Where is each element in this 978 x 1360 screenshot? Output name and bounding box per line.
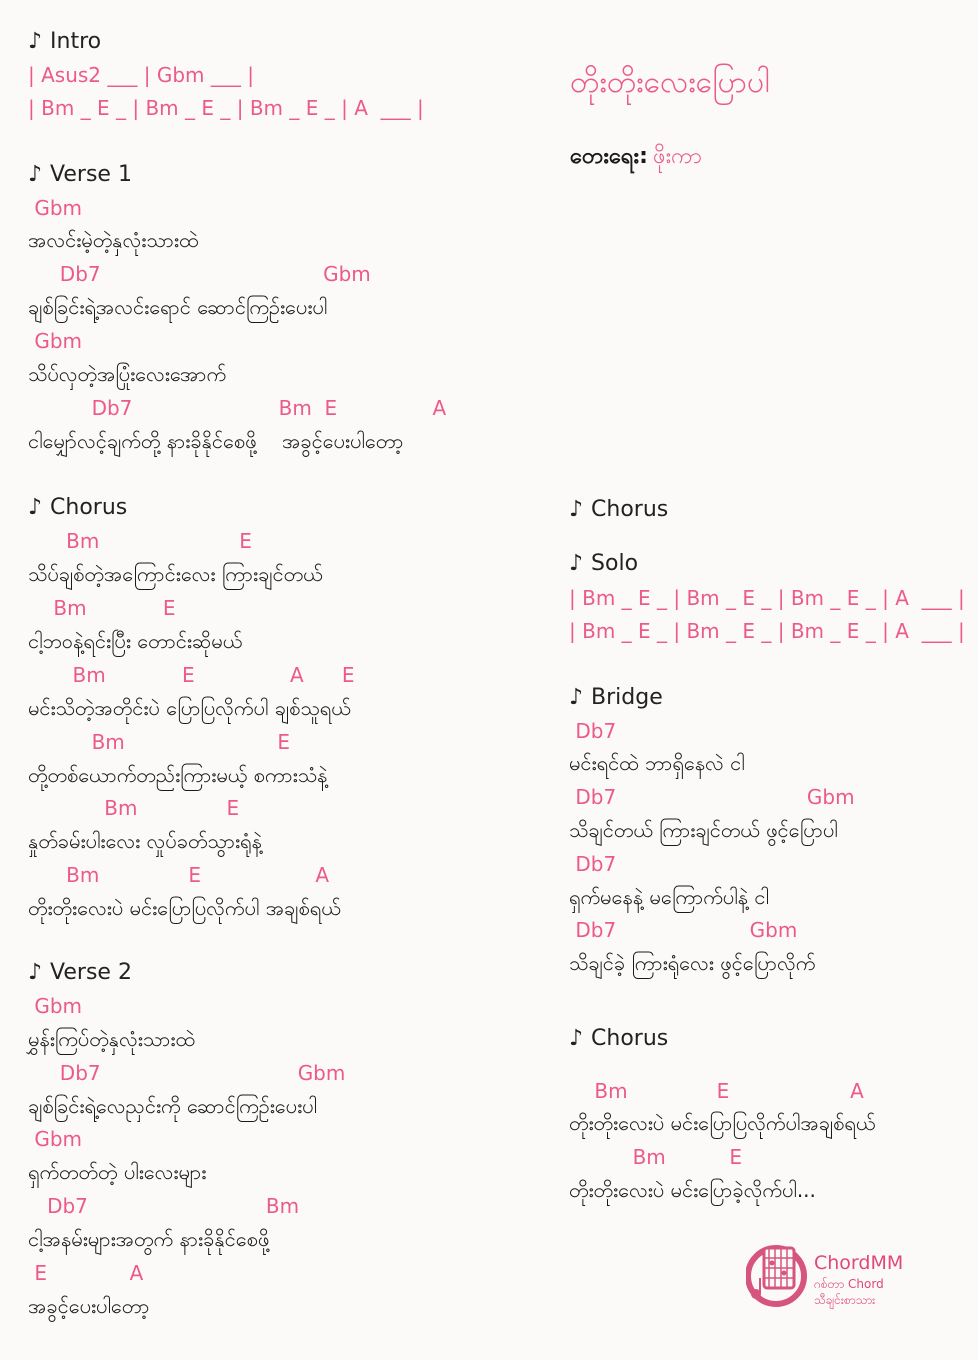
lyric-line: တို့တစ်ယောက်တည်းကြားမယ့် စကားသံနဲ့ <box>28 763 328 787</box>
logo-subtitle: ဂစ်တာ Chord <box>814 1277 884 1291</box>
lyric-line: တိုးတိုးလေးပဲ မင်းပြောခဲ့လိုက်ပါ... <box>569 1178 816 1202</box>
section-bridge <box>569 687 663 709</box>
lyric-line: ရှက်မနေနဲ့ မကြောက်ပါနဲ့ ငါ <box>569 885 769 909</box>
music-note-icon: ♪ <box>28 960 43 985</box>
chord-line: Db7 Gbm <box>569 785 855 809</box>
music-note-icon: ♪ <box>569 497 584 522</box>
lyric-line: အခွင့်ပေးပါတော့ <box>28 1294 150 1318</box>
section-intro <box>28 31 101 53</box>
lyric-line: တိုးတိုးလေးပဲ မင်းပြောပြလိုက်ပါအချစ်ရယ် <box>569 1111 876 1135</box>
chord-line: Db7 <box>569 719 617 743</box>
chord-line: Gbm <box>28 329 83 353</box>
section-label: Verse 2 <box>50 960 132 985</box>
section-label: Chorus <box>591 1026 669 1051</box>
section-label: Solo <box>591 551 639 576</box>
chord-line: | Bm _ E _ | Bm _ E _ | Bm _ E _ | A ___ | <box>569 619 965 643</box>
lyric-line: ရှက်တတ်တဲ့ ပါးလေးများ <box>28 1160 207 1184</box>
music-note-icon: ♪ <box>569 551 584 576</box>
chord-line: E A <box>28 1261 144 1285</box>
lyric-line: သိချင်တယ် ကြားချင်တယ် ဖွင့်ပြောပါ <box>569 818 838 842</box>
chord-line: | Bm _ E _ | Bm _ E _ | Bm _ E _ | A ___ | <box>569 586 965 610</box>
section-label: Chorus <box>50 495 128 520</box>
chord-line: Gbm <box>28 994 83 1018</box>
lyric-line: ငါမျှော်လင့်ချက်တို့ နားခိုနိုင်စေဖို့ အခွင့်ပေးပါတော့ <box>28 429 404 453</box>
author-name: ဖိုးကာ <box>653 144 702 169</box>
logo-subtitle: သီချင်းစာသား <box>814 1293 876 1307</box>
chord-line: Bm E <box>28 529 252 553</box>
lyric-line: သိပ်ချစ်တဲ့အကြောင်းလေး ကြားချင်တယ် <box>28 562 323 586</box>
chordmm-logo-icon <box>746 1242 816 1308</box>
lyric-line: ချစ်ခြင်းရဲ့အလင်းရောင် ဆောင်ကြဉ်းပေးပါ <box>28 295 328 319</box>
section-label: Intro <box>50 29 102 54</box>
music-note-icon: ♪ <box>28 29 43 54</box>
author-label: တေးရေး: <box>570 144 648 169</box>
lyric-line: မင်းသိတဲ့အတိုင်းပဲ ပြောပြလိုက်ပါ ချစ်သူရယ် <box>28 696 351 720</box>
chord-line: | Asus2 ___ | Gbm ___ | <box>28 63 254 87</box>
section-chorus <box>28 497 127 519</box>
song-author <box>570 146 702 168</box>
section-verse-1 <box>28 164 132 186</box>
lyric-line: ချစ်ခြင်းရဲ့လေညှင်းကို ဆောင်ကြဉ်းပေးပါ <box>28 1094 318 1118</box>
lyric-line: တိုးတိုးလေးပဲ မင်းပြောပြလိုက်ပါ အချစ်ရယ် <box>28 896 341 920</box>
chord-line: Gbm <box>28 1127 83 1151</box>
lyric-line: မွှန်းကြပ်တဲ့နှလုံးသားထဲ <box>28 1027 195 1051</box>
section-label: Bridge <box>591 685 663 710</box>
section-verse-2 <box>28 962 132 984</box>
section-solo <box>569 553 638 575</box>
music-note-icon: ♪ <box>569 685 584 710</box>
music-note-icon: ♪ <box>28 162 43 187</box>
song-title: တိုးတိုးလေးပြောပါ <box>570 65 770 100</box>
section-chorus-repeat <box>569 499 668 521</box>
chord-line: Db7 Bm <box>28 1194 300 1218</box>
lyric-line: မင်းရင်ထဲ ဘာရှိနေလဲ ငါ <box>569 751 745 775</box>
chord-line: | Bm _ E _ | Bm _ E _ | Bm _ E _ | A ___ | <box>28 96 424 120</box>
chord-line: Db7 Gbm <box>569 918 798 942</box>
music-note-icon: ♪ <box>28 495 43 520</box>
lyric-line: အလင်းမဲ့တဲ့နှလုံးသားထဲ <box>28 228 199 252</box>
section-label: Verse 1 <box>50 162 132 187</box>
chord-line: Db7 Bm E A <box>28 396 447 420</box>
logo-brand: ChordMM <box>814 1252 904 1274</box>
chord-line: Bm E <box>569 1145 742 1169</box>
chord-line: Bm E <box>28 796 240 820</box>
chord-line: Gbm <box>28 196 83 220</box>
chord-line: Bm E A E <box>28 663 355 687</box>
chord-line: Db7 Gbm <box>28 262 371 286</box>
lyric-line: သိပ်လှတဲ့အပြုံးလေးအောက် <box>28 362 227 386</box>
chord-line: Db7 <box>569 852 617 876</box>
lyric-line: ငါ့အနမ်းများအတွက် နားခိုနိုင်စေဖို့ <box>28 1227 270 1251</box>
lyric-line: ငါ့ဘဝနဲ့ရင်းပြီး တောင်းဆိုမယ် <box>28 629 243 653</box>
chord-line: Bm E A <box>28 863 330 887</box>
chord-line: Bm E <box>28 596 176 620</box>
section-chorus-final <box>569 1028 668 1050</box>
lyric-line: နှုတ်ခမ်းပါးလေး လှုပ်ခတ်သွားရုံနဲ့ <box>28 829 262 853</box>
lyric-line: သိချင်ခဲ့ ကြားရုံလေး ဖွင့်ပြောလိုက် <box>569 951 816 975</box>
section-label: Chorus <box>591 497 669 522</box>
music-note-icon: ♪ <box>569 1026 584 1051</box>
chord-line: Bm E <box>28 730 290 754</box>
chord-line: Db7 Gbm <box>28 1061 346 1085</box>
chord-line: Bm E A <box>569 1079 864 1103</box>
